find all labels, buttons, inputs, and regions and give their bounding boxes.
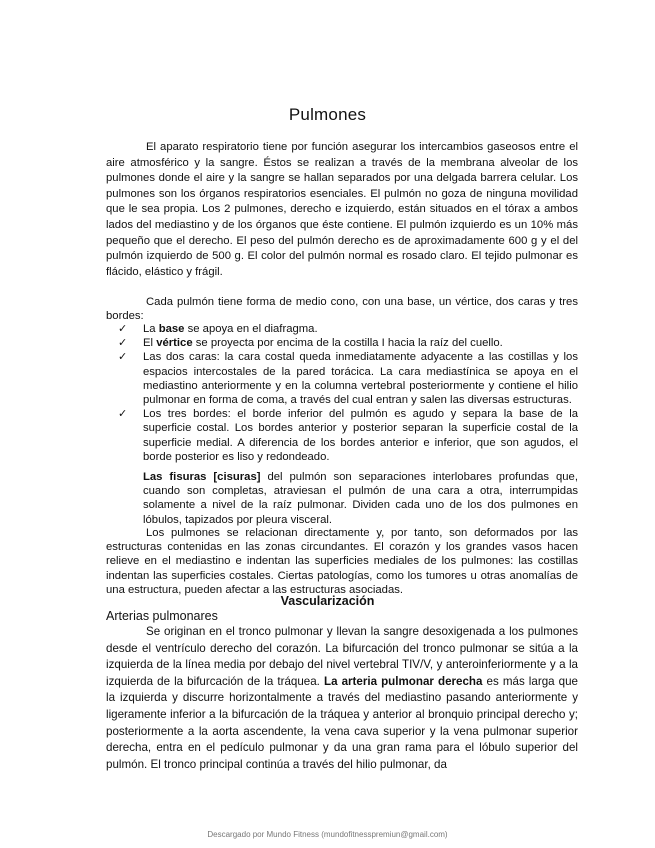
checkmark-icon: ✓ <box>118 408 128 421</box>
download-footer: Descargado por Mundo Fitness (mundofitnesspremiun@gmail.com) <box>207 830 448 839</box>
list-item: ✓ La base se apoya en el diafragma. <box>118 323 318 335</box>
lung-parts-checklist <box>118 322 578 464</box>
checkmark-icon: ✓ <box>118 351 128 364</box>
checkmark-icon: ✓ <box>118 323 128 335</box>
list-item: ✓ Los tres bordes: el borde inferior del pulmón es agudo y separa la base de la superficie costal. Los bordes anterior y posterior separan la superficie costal de la superficie medial. A diferencia de los bordes anterior e inferior, que son agudos, el borde posterior es liso y redondeado. <box>118 408 578 463</box>
fisuras-paragraph: Las fisuras [cisuras] del pulmón son separaciones interlobares profundas que, cuando son completas, atraviesan el pulmón de una cara a otra, interrumpidas solamente a nivel de la raíz pulmonar. Dividen cada uno de los dos pulmones en lóbulos, tapizados por pleura visceral. <box>143 471 578 526</box>
checkmark-icon: ✓ <box>118 337 128 350</box>
list-item: ✓ Las dos caras: la cara costal queda inmediatamente adyacente a las costillas y los espacios intercostales de la pared torácica. La cara mediastínica se apoya en el mediastino anteriormente y en la columna vertebral posteriormente y contiene el hilio pulmonar en forma de coma, a través del cual entran y salen las diversas estructuras. <box>118 351 578 407</box>
shape-intro-paragraph: Cada pulmón tiene forma de medio cono, con una base, un vértice, dos caras y tres bordes: <box>106 296 578 323</box>
intro-paragraph: El aparato respiratorio tiene por función asegurar los intercambios gaseosos entre el aire atmosférico y la sangre. Éstos se realizan a través de la membrana alveolar de los pulmones donde el aire y la sangre se hallan separados por una delgada barrera celular. Los pulmones son los órganos respiratorios esenciales. El pulmón no goza de ninguna movilidad que le sea propia. Los 2 pulmones, derecho e izquierdo, están situados en el tórax a ambos lados del mediastino y de los órganos que éste contiene. El pulmón izquierdo es un 10% más pequeño que el derecho. El peso del pulmón derecho es de aproximadamente 600 g y el del pulmón izquierdo de 500 g. El color del pulmón normal es rosado claro. El tejido pulmonar es flácido, elástico y frágil. <box>106 141 578 278</box>
list-item: ✓ El vértice se proyecta por encima de la costilla I hacia la raíz del cuello. <box>118 337 503 350</box>
subsection-heading: Arterias pulmonares <box>106 609 218 623</box>
section-heading: Vascularización <box>280 594 375 608</box>
relaciones-paragraph: Los pulmones se relacionan directamente y, por tanto, son deformados por las estructuras contenidas en las zonas circundantes. El corazón y los grandes vasos hacen relieve en el mediastino e indentan las superficies mediales de los pulmones: las costillas indentan las superficies costales. Ciertas patologías, como los tumores u otras anomalías de una estructura, pueden afectar a las estructuras asociadas. <box>106 527 578 596</box>
page-title: Pulmones <box>288 105 367 124</box>
arterias-paragraph: Se originan en el tronco pulmonar y llevan la sangre desoxigenada a los pulmones desde el ventrículo derecho del corazón. La bifurcación del tronco pulmonar se sitúa a la izquierda de la línea media por debajo del nivel vertebral TIV/V, y anteroinferiormente y a la izquierda de la bifurcación de la tráquea. La arteria pulmonar derecha es más larga que la izquierda y discurre horizontalmente a través del mediastino pasando anteriormente y ligeramente inferior a la bifurcación de la tráquea y anterior al bronquio principal derecho y; posteriormente a la aorta ascendente, la vena cava superior y la vena pulmonar superior derecha, entra en el pedículo pulmonar y da una gran rama para el lóbulo superior del pulmón. El tronco principal continúa a través del hilio pulmonar, da <box>106 625 578 771</box>
